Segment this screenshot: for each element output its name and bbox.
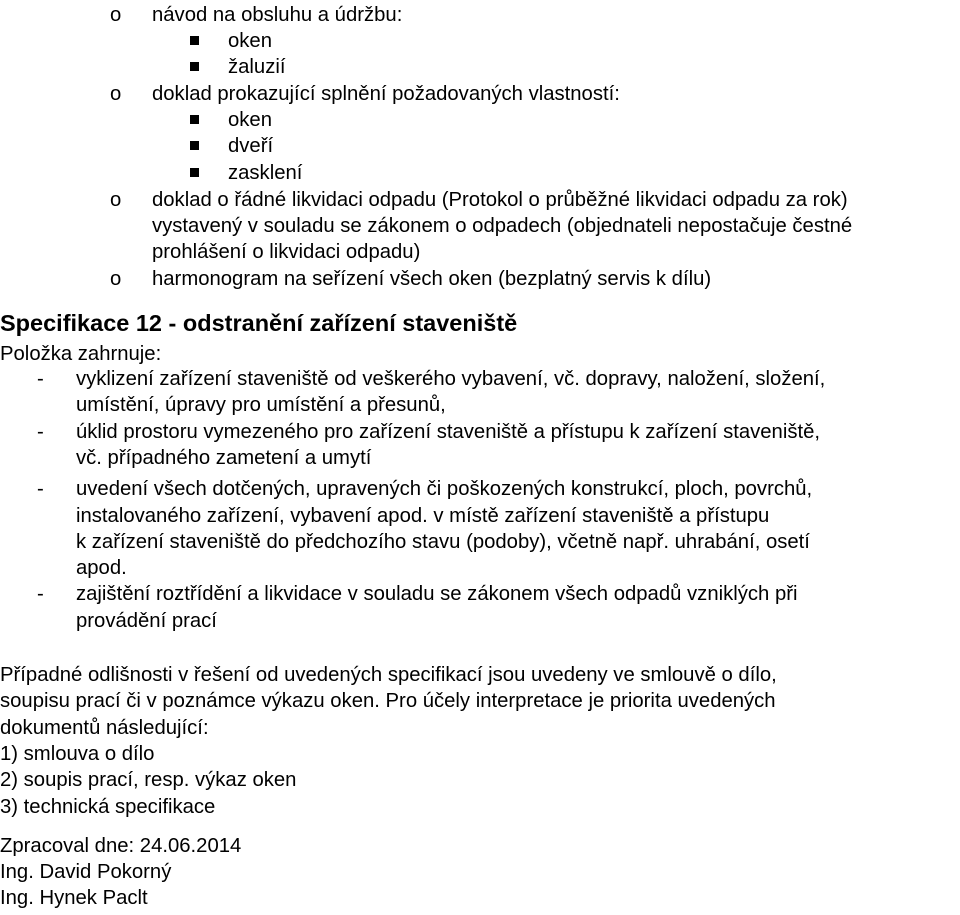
dash-bullet-icon: - (37, 368, 44, 390)
paragraph-line: Případné odlišnosti v řešení od uvedených specifikací jsou uvedeny ve smlouvě o dílo, (0, 664, 777, 686)
item-line: vč. případného zametení a umytí (76, 447, 372, 469)
bullet-o-icon: o (110, 83, 122, 105)
square-bullet-icon (190, 36, 199, 45)
numbered-item: 3) technická specifikace (0, 796, 216, 818)
sub-list-item-text: oken (228, 109, 272, 131)
author-name: Ing. Hynek Paclt (0, 887, 148, 909)
sub-list-item (0, 107, 960, 133)
square-bullet-icon (190, 115, 199, 124)
sub-list-item (0, 54, 960, 80)
list-item (0, 187, 960, 213)
square-bullet-icon (190, 141, 199, 150)
sub-list-item-text: oken (228, 30, 272, 52)
sub-list-item-text: žaluzií (228, 56, 286, 78)
sub-list-item (0, 160, 960, 186)
item-line: zajištění roztřídění a likvidace v souladu se zákonem všech odpadů vzniklých při (76, 583, 798, 605)
list-item-text: harmonogram na seřízení všech oken (bezplatný servis k dílu) (152, 268, 712, 290)
numbered-item: 1) smlouva o dílo (0, 743, 155, 765)
list-item (0, 266, 960, 292)
numbered-item: 2) soupis prací, resp. výkaz oken (0, 769, 297, 791)
item-line: provádění prací (76, 610, 217, 632)
paragraph-line: soupisu prací či v poznámce výkazu oken. Pro účely interpretace je priorita uvedených (0, 690, 776, 712)
author-name: Ing. David Pokorný (0, 861, 172, 883)
list-item-text: doklad o řádné likvidaci odpadu (Protokol o průběžné likvidaci odpadu za rok) (152, 189, 848, 211)
bullet-o-icon: o (110, 189, 122, 211)
bullet-o-icon: o (110, 4, 122, 26)
list-item-text: doklad prokazující splnění požadovaných vlastností: (152, 83, 620, 105)
list-item (0, 81, 960, 107)
item-line: k zařízení staveniště do předchozího stavu (podoby), včetně např. uhrabání, osetí (76, 531, 810, 553)
sub-list-item (0, 28, 960, 54)
sub-list-item (0, 133, 960, 159)
prepared-date: Zpracoval dne: 24.06.2014 (0, 835, 242, 857)
square-bullet-icon (190, 168, 199, 177)
paragraph-line: dokumentů následující: (0, 717, 209, 739)
list-item-text: prohlášení o likvidaci odpadu) (152, 241, 421, 263)
item-line: umístění, úpravy pro umístění a přesunů, (76, 394, 446, 416)
sub-list-item-text: zasklení (228, 162, 303, 184)
sub-list-item-text: dveří (228, 135, 274, 157)
intro-text: Položka zahrnuje: (0, 343, 162, 365)
square-bullet-icon (190, 62, 199, 71)
dash-bullet-icon: - (37, 478, 44, 500)
item-line: apod. (76, 557, 127, 579)
dash-bullet-icon: - (37, 583, 44, 605)
section-heading: Specifikace 12 - odstranění zařízení staveniště (0, 310, 518, 336)
bullet-o-icon: o (110, 268, 122, 290)
list-item-text: vystavený v souladu se zákonem o odpadech (objednateli nepostačuje čestné (152, 215, 853, 237)
list-item (0, 2, 960, 28)
item-line: úklid prostoru vymezeného pro zařízení staveniště a přístupu k zařízení staveniště, (76, 421, 821, 443)
item-line: vyklizení zařízení staveniště od veškerého vybavení, vč. dopravy, naložení, složení, (76, 368, 826, 390)
item-line: instalovaného zařízení, vybavení apod. v místě zařízení staveniště a přístupu (76, 505, 770, 527)
list-item-text: návod na obsluhu a údržbu: (152, 4, 403, 26)
dash-bullet-icon: - (37, 421, 44, 443)
item-line: uvedení všech dotčených, upravených či poškozených konstrukcí, ploch, povrchů, (76, 478, 813, 500)
